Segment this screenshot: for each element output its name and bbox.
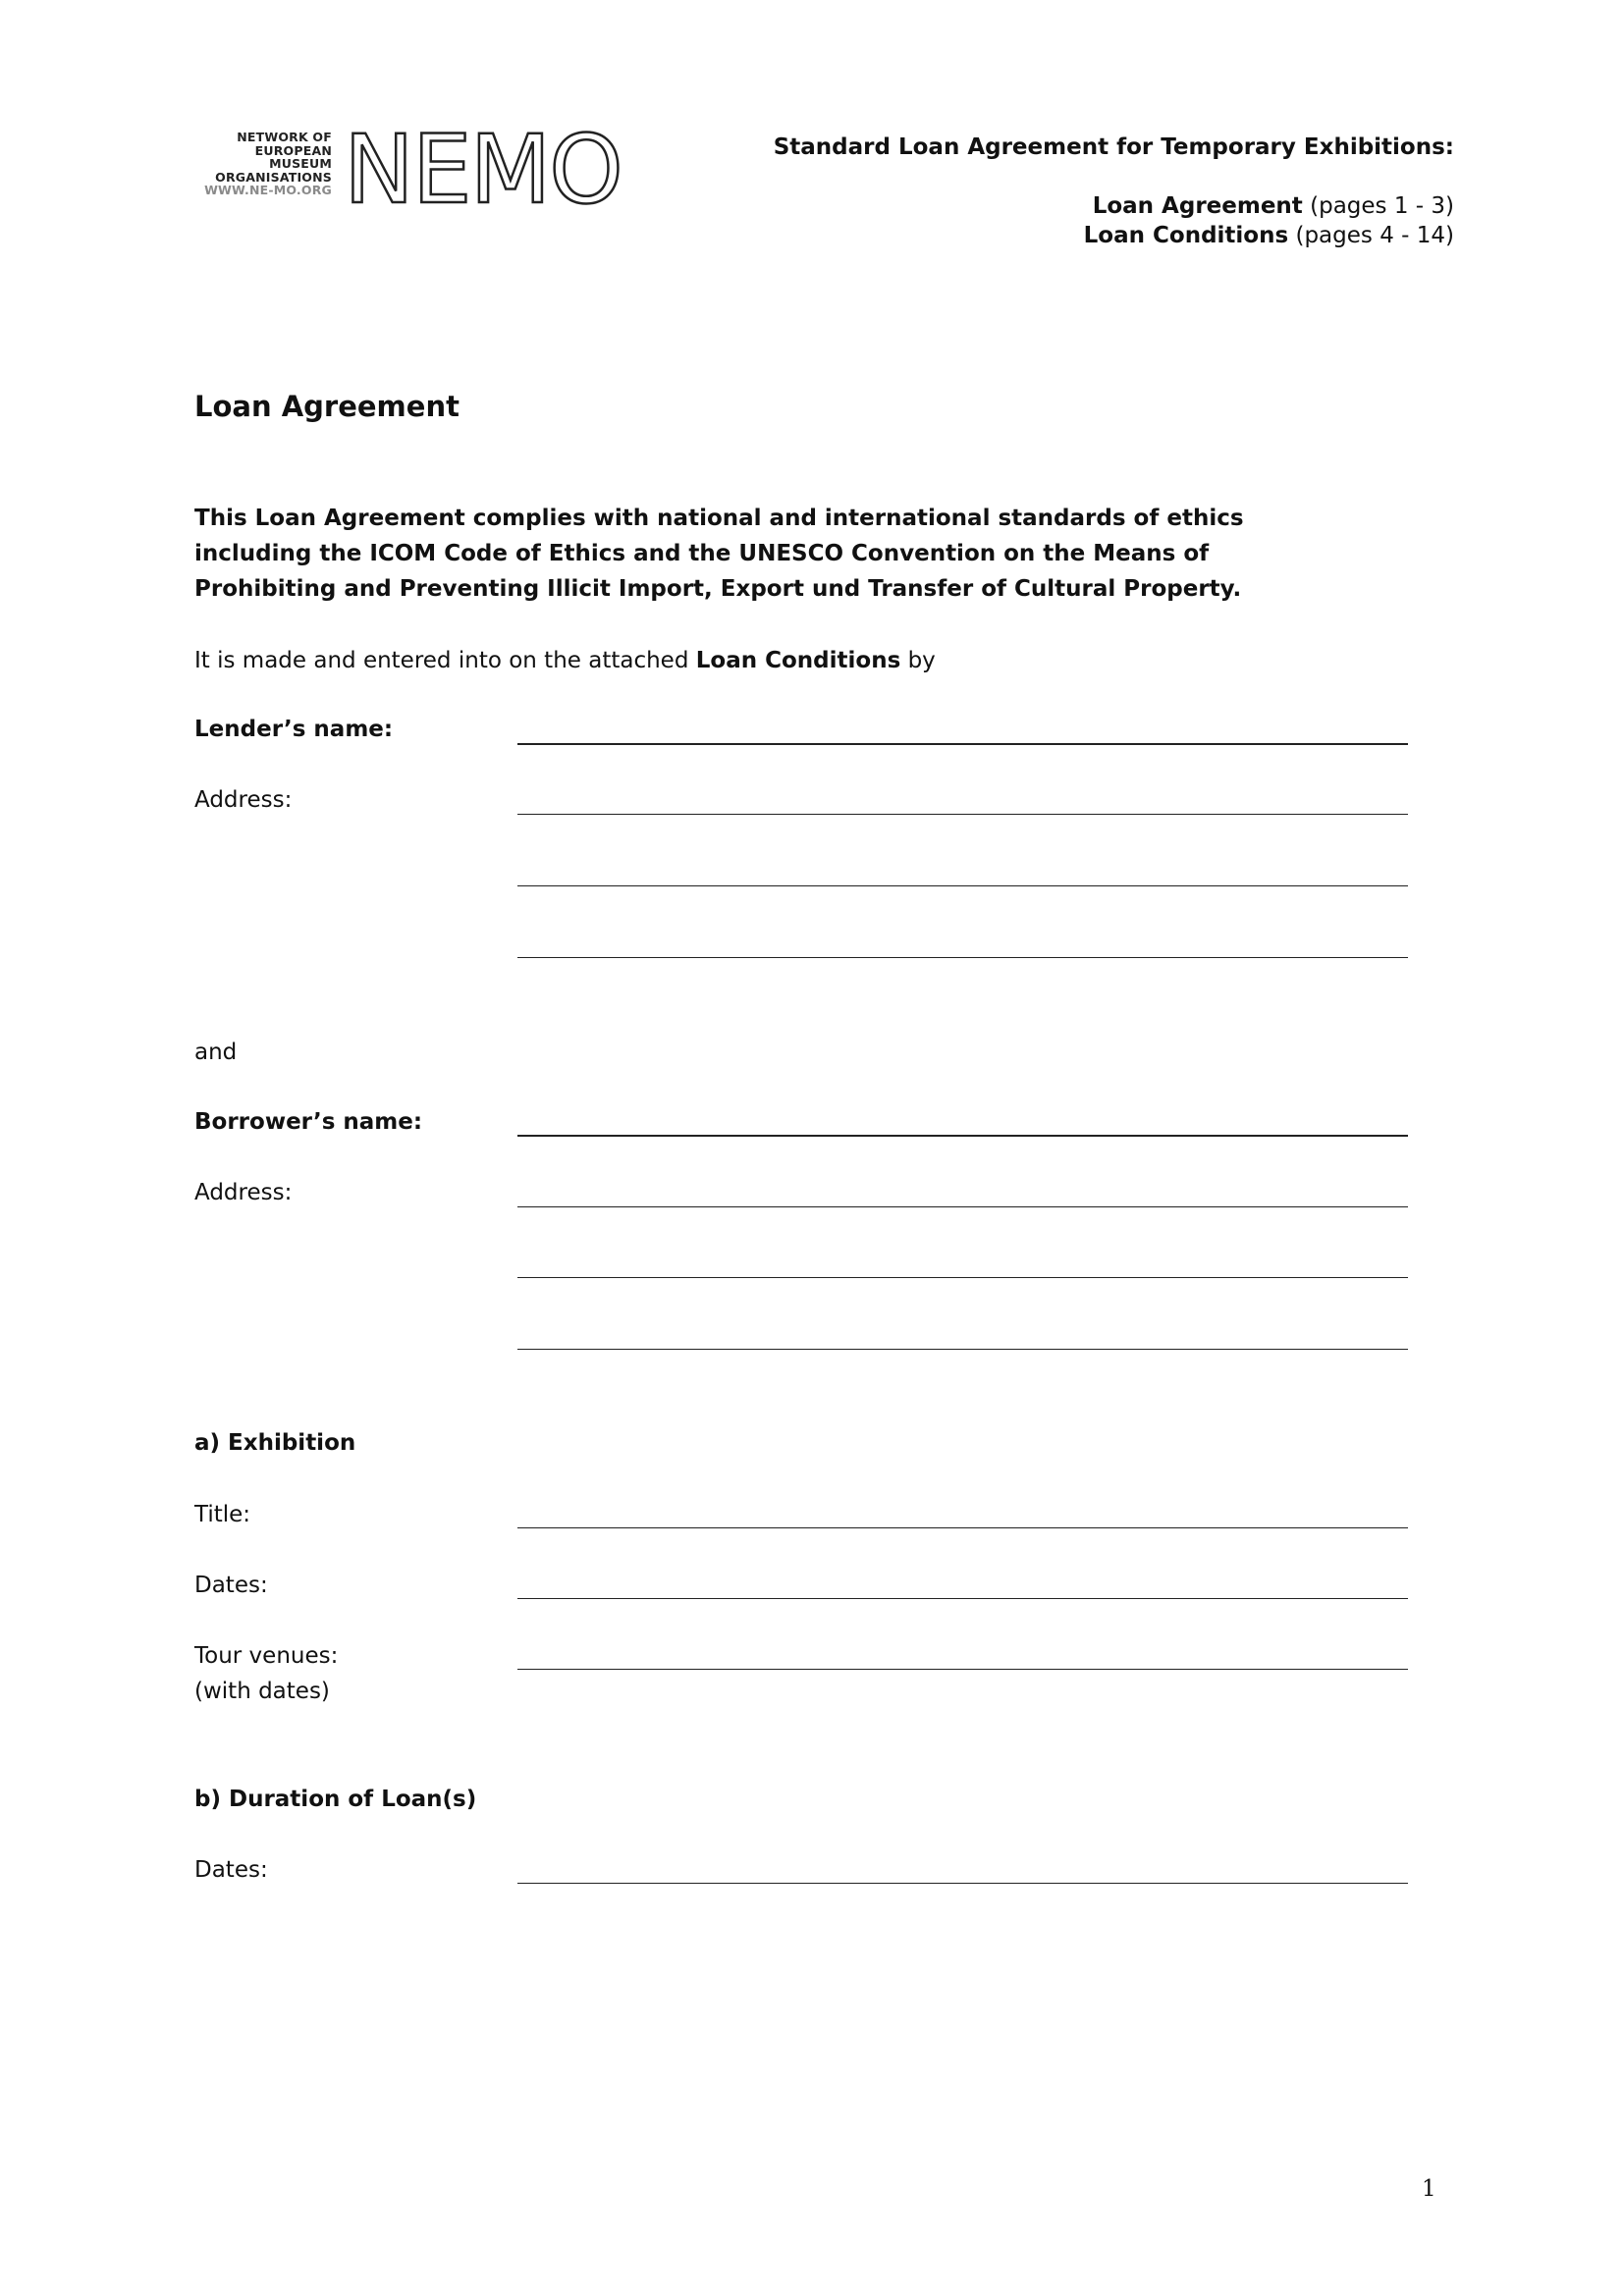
lender-name-label: Lender’s name: — [194, 717, 394, 742]
lender-address-field-1[interactable] — [517, 814, 1408, 815]
tour-venues-field[interactable] — [517, 1669, 1408, 1670]
header-item-loan-conditions: Loan Conditions (pages 4 - 14) — [1083, 223, 1454, 248]
header-item-loan-agreement: Loan Agreement (pages 1 - 3) — [1092, 193, 1454, 219]
borrower-name-label: Borrower’s name: — [194, 1109, 423, 1135]
section-b-heading: b) Duration of Loan(s) — [194, 1787, 477, 1812]
loan-dates-label: Dates: — [194, 1857, 268, 1883]
borrower-address-field-1[interactable] — [517, 1206, 1408, 1207]
exhibition-title-label: Title: — [194, 1502, 251, 1527]
borrower-name-field[interactable] — [517, 1135, 1408, 1137]
logo-line: MUSEUM — [269, 156, 332, 171]
logo-line: EUROPEAN — [254, 142, 332, 158]
logo-url: WWW.NE-MO.ORG — [204, 183, 332, 197]
tour-venues-label: Tour venues: — [194, 1643, 339, 1669]
logo-tagline — [177, 131, 332, 197]
borrower-address-field-3[interactable] — [517, 1349, 1408, 1350]
tour-venues-sublabel: (with dates) — [194, 1679, 330, 1704]
lender-address-field-3[interactable] — [517, 957, 1408, 958]
page-number: 1 — [1422, 2176, 1436, 2202]
intro-paragraph: This Loan Agreement complies with national and international standards of ethics including the ICOM Code of Ethics and the UNESCO Convention on the Means of Prohibiting and Preventing Illicit Import, Export und Transfer of Cultural Property. — [194, 506, 1244, 602]
lender-address-label: Address: — [194, 787, 293, 813]
header-title: Standard Loan Agreement for Temporary Exhibitions: — [773, 134, 1454, 160]
exhibition-dates-label: Dates: — [194, 1573, 268, 1598]
logo-line: NETWORK OF — [237, 130, 332, 144]
section-a-heading: a) Exhibition — [194, 1430, 356, 1456]
exhibition-dates-field[interactable] — [517, 1598, 1408, 1599]
nemo-logo-wordmark: NEMO — [344, 115, 622, 225]
logo-line: ORGANISATIONS — [215, 169, 332, 185]
exhibition-title-field[interactable] — [517, 1527, 1408, 1528]
lender-address-field-2[interactable] — [517, 885, 1408, 886]
and-text: and — [194, 1040, 238, 1065]
borrower-address-field-2[interactable] — [517, 1277, 1408, 1278]
loan-dates-field[interactable] — [517, 1883, 1408, 1884]
page-title: Loan Agreement — [194, 390, 460, 423]
document-header — [570, 133, 1454, 250]
borrower-address-label: Address: — [194, 1180, 293, 1205]
lender-name-field[interactable] — [517, 743, 1408, 745]
made-entered-text: It is made and entered into on the attached Loan Conditions by — [194, 648, 936, 673]
